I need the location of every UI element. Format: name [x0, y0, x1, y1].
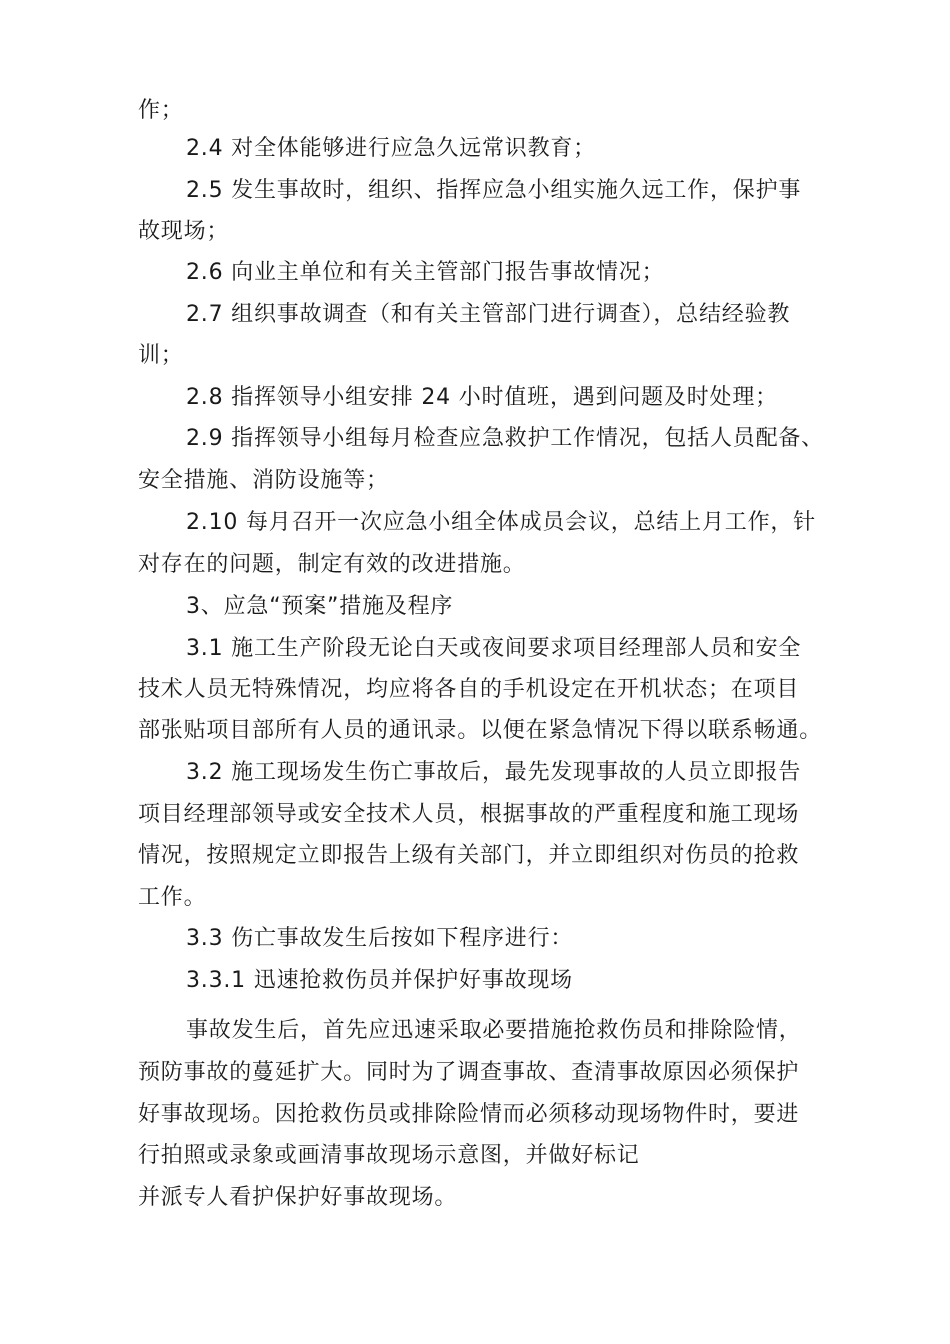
- text-line: 好事故现场。因抢救伤员或排除险情而必须移动现场物件时，要进: [138, 1102, 800, 1127]
- text-line: 项目经理部领导或安全技术人员，根据事故的严重程度和施工现场: [138, 802, 800, 827]
- text-line: 事故发生后，首先应迅速采取必要措施抢救伤员和排除险情，: [186, 1018, 802, 1043]
- text-line: 2.8 指挥领导小组安排 24 小时值班，遇到问题及时处理；: [186, 385, 778, 410]
- text-line: 技术人员无特殊情况，均应将各自的手机设定在开机状态；在项目: [138, 677, 800, 702]
- text-line: 3.1 施工生产阶段无论白天或夜间要求项目经理部人员和安全: [186, 636, 802, 661]
- text-line: 2.10 每月召开一次应急小组全体成员会议，总结上月工作，针: [186, 510, 816, 535]
- text-line: 3.2 施工现场发生伤亡事故后，最先发现事故的人员立即报告: [186, 760, 802, 785]
- text-line: 情况，按照规定立即报告上级有关部门，并立即组织对伤员的抢救: [138, 843, 800, 868]
- text-line: 作；: [138, 98, 184, 123]
- section-heading: 3、应急“预案”措施及程序: [186, 594, 454, 619]
- text-line: 安全措施、消防设施等；: [138, 468, 389, 493]
- text-line: 2.7 组织事故调查（和有关主管部门进行调查），总结经验教: [186, 302, 791, 327]
- text-line: 部张贴项目部所有人员的通讯录。以便在紧急情况下得以联系畅通。: [138, 718, 823, 743]
- text-line: 2.4 对全体能够进行应急久远常识教育；: [186, 136, 596, 161]
- text-line: 2.5 发生事故时，组织、指挥应急小组实施久远工作，保护事: [186, 178, 802, 203]
- subsection-heading: 3.3.1 迅速抢救伤员并保护好事故现场: [186, 968, 573, 993]
- text-line: 3.3 伤亡事故发生后按如下程序进行：: [186, 926, 574, 951]
- text-line: 训；: [138, 343, 184, 368]
- text-line: 行拍照或录象或画清事故现场示意图，并做好标记: [138, 1143, 640, 1168]
- text-line: 对存在的问题，制定有效的改进措施。: [138, 552, 526, 577]
- text-line: 工作。: [138, 885, 207, 910]
- text-line: 预防事故的蔓延扩大。同时为了调查事故、查清事故原因必须保护: [138, 1060, 800, 1085]
- text-line: 故现场；: [138, 219, 230, 244]
- text-line: 并派专人看护保护好事故现场。: [138, 1185, 458, 1210]
- text-line: 2.9 指挥领导小组每月检查应急救护工作情况，包括人员配备、: [186, 426, 824, 451]
- text-line: 2.6 向业主单位和有关主管部门报告事故情况；: [186, 260, 665, 285]
